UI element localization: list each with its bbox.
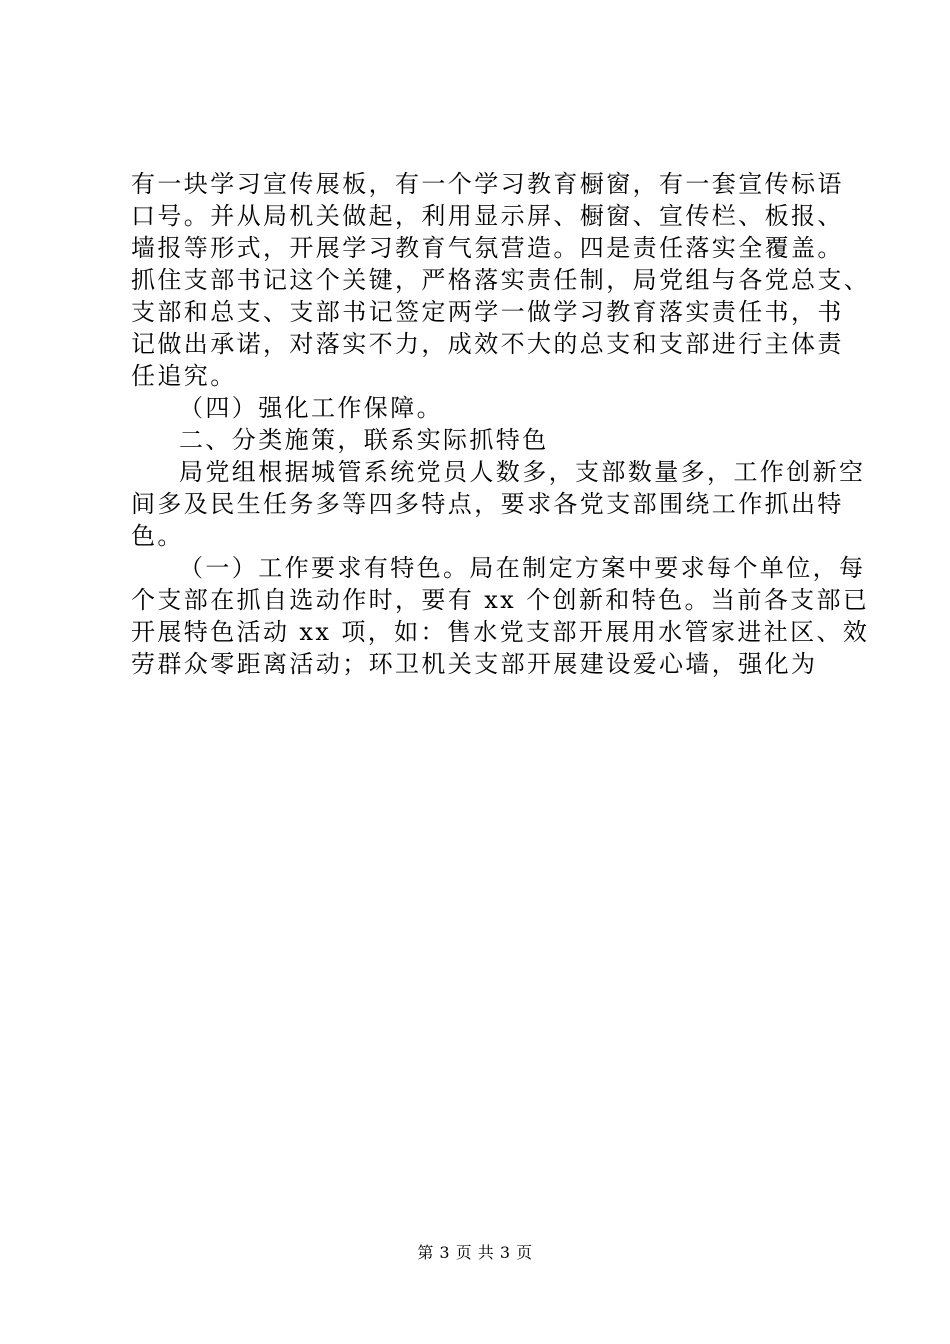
paragraph-first-line: 局党组根据城管系统党员人数多，支部数量多，工作创新空 [179,458,866,486]
text-line: 个支部在抓自选动作时，要有 xx 个创新和特色。当前各支部已 [131,586,870,614]
text-line: 劳群众零距离活动；环卫机关支部开展建设爱心墙，强化为 [131,650,818,678]
text-line: 口号。并从局机关做起，利用显示屏、橱窗、宣传栏、板报、 [131,202,844,230]
text-line: 任追究。 [131,362,237,390]
section-heading: （四）强化工作保障。 [179,394,443,422]
text-line: 开展特色活动 xx 项，如：售水党支部开展用水管家进社区、效 [131,618,870,646]
text-line: 抓住支部书记这个关键，严格落实责任制，局党组与各党总支、 [131,266,871,294]
text-line: 记做出承诺，对落实不力，成效不大的总支和支部进行主体责 [131,330,844,358]
text-line: 间多及民生任务多等四多特点，要求各党支部围绕工作抓出特 [131,490,844,518]
document-body [131,168,871,680]
page-number-footer: 第 3 页 共 3 页 [417,1243,533,1262]
text-line: 有一块学习宣传展板，有一个学习教育橱窗，有一套宣传标语 [131,170,844,198]
text-line: 色。 [131,522,184,550]
section-heading: 二、分类施策，联系实际抓特色 [179,426,549,454]
text-line: 支部和总支、支部书记签定两学一做学习教育落实责任书，书 [131,298,844,326]
text-line: 墙报等形式，开展学习教育气氛营造。四是责任落实全覆盖。 [131,234,844,262]
paragraph-first-line: （一）工作要求有特色。局在制定方案中要求每个单位，每 [179,554,866,582]
